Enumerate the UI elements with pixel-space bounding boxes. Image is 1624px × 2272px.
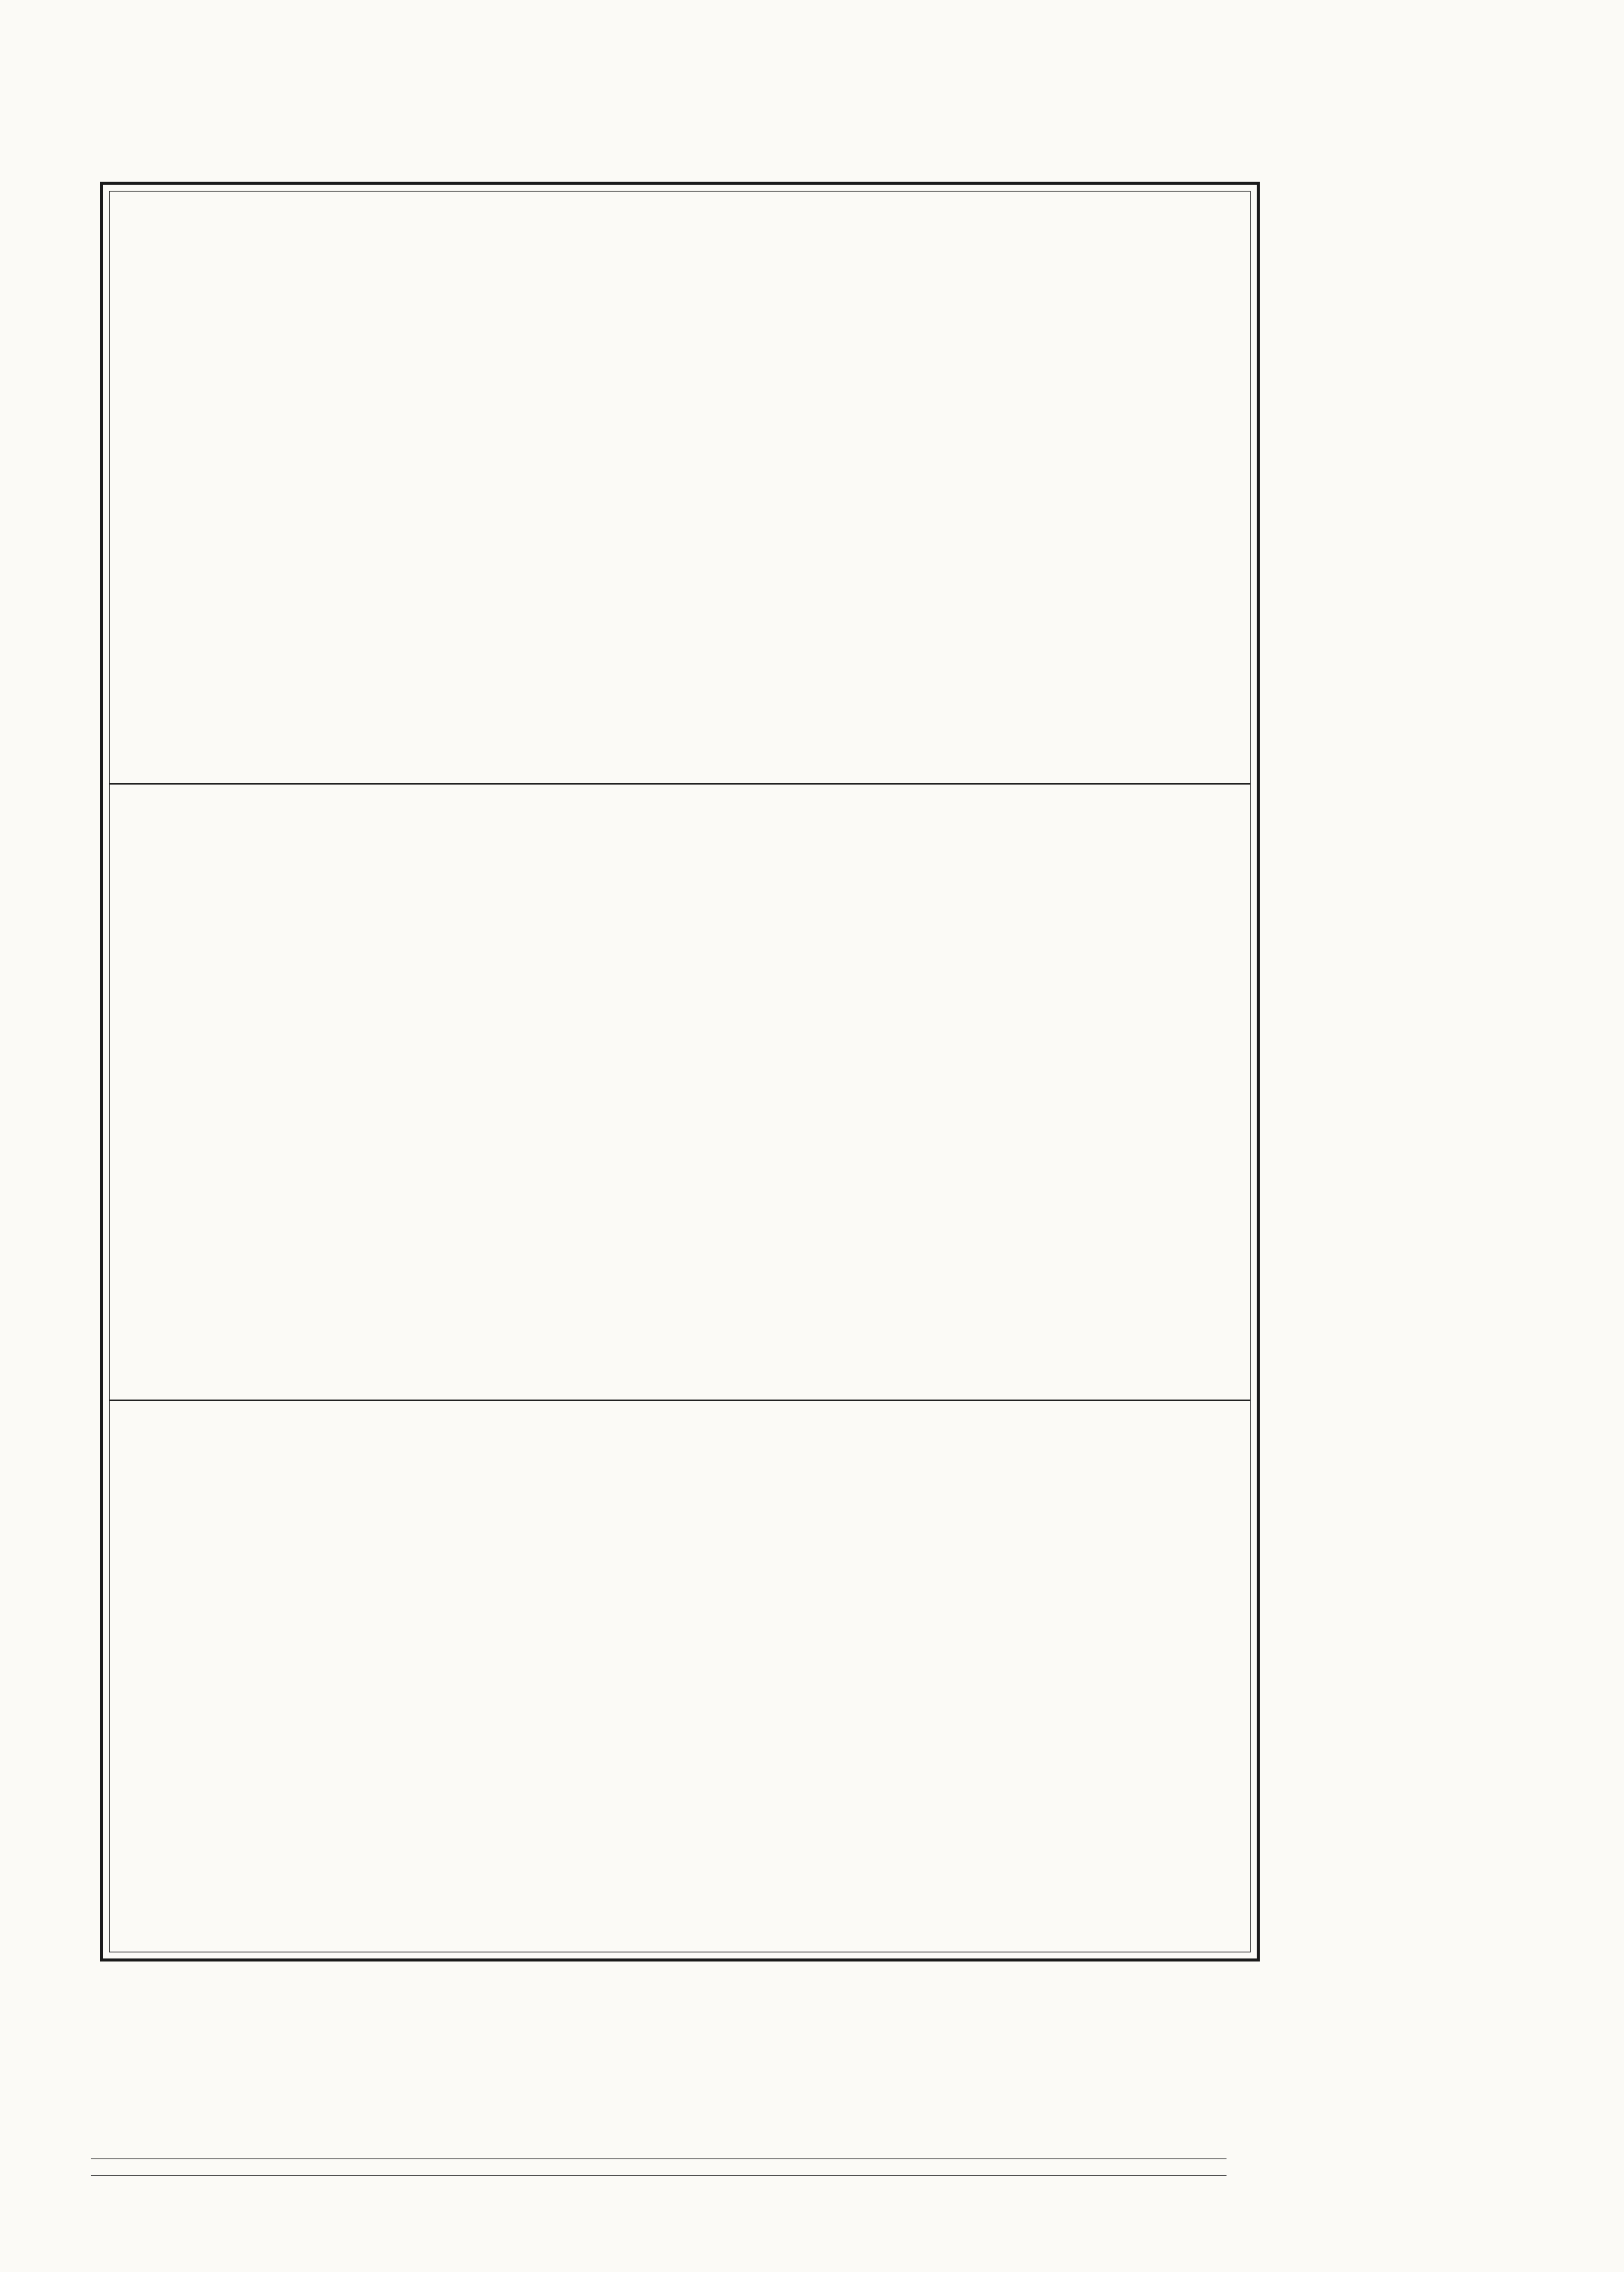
bottom-rule-2	[91, 2175, 1227, 2176]
register-divider-1	[109, 783, 1251, 785]
bottom-rule-1	[91, 2158, 1227, 2159]
register-divider-2	[109, 1400, 1251, 1401]
register-middle	[118, 795, 1242, 1393]
register-top	[118, 204, 1242, 780]
register-bottom	[118, 1412, 1242, 1957]
